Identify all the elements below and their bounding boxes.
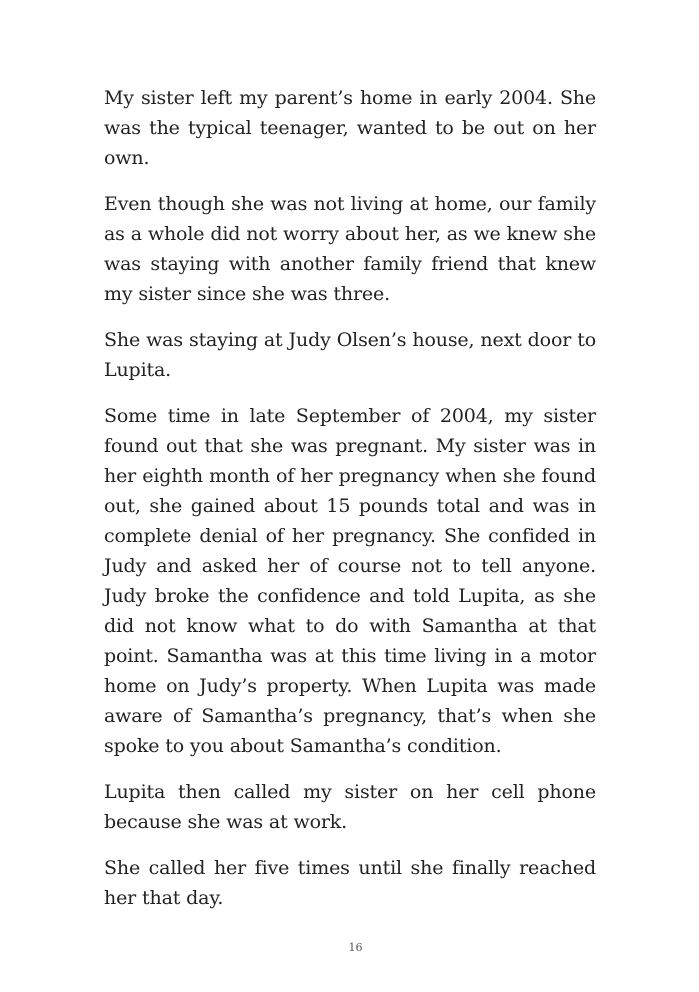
paragraph-5: Lupita then called my sister on her cell phone because she was at work.	[104, 781, 596, 833]
page-number: 16	[348, 941, 363, 954]
paragraph-1: My sister left my parent’s home in early 2004. She was the typical teenager, wanted to be out on her own.	[104, 87, 596, 169]
paragraph-3: She was staying at Judy Olsen’s house, next door to Lupita.	[104, 329, 596, 381]
body-text	[104, 83, 596, 929]
paragraph-2: Even though she was not living at home, our family as a whole did not worry about her, as we knew she was staying with another family friend that knew my sister since she was three.	[104, 193, 596, 305]
paragraph-4: Some time in late September of 2004, my sister found out that she was pregnant. My sister was in her eighth month of her pregnancy when she found out, she gained about 15 pounds total and was in complete denial of her pregnancy. She confided in Judy and asked her of course not to tell anyone. Judy broke the confidence and told Lupita, as she did not know what to do with Samantha at that point. Samantha was at this time living in a motor home on Judy’s property. When Lupita was made aware of Samantha’s pregnancy, that’s when she spoke to you about Samantha’s condition.	[104, 405, 596, 757]
paragraph-6: She called her five times until she finally reached her that day.	[104, 857, 596, 909]
